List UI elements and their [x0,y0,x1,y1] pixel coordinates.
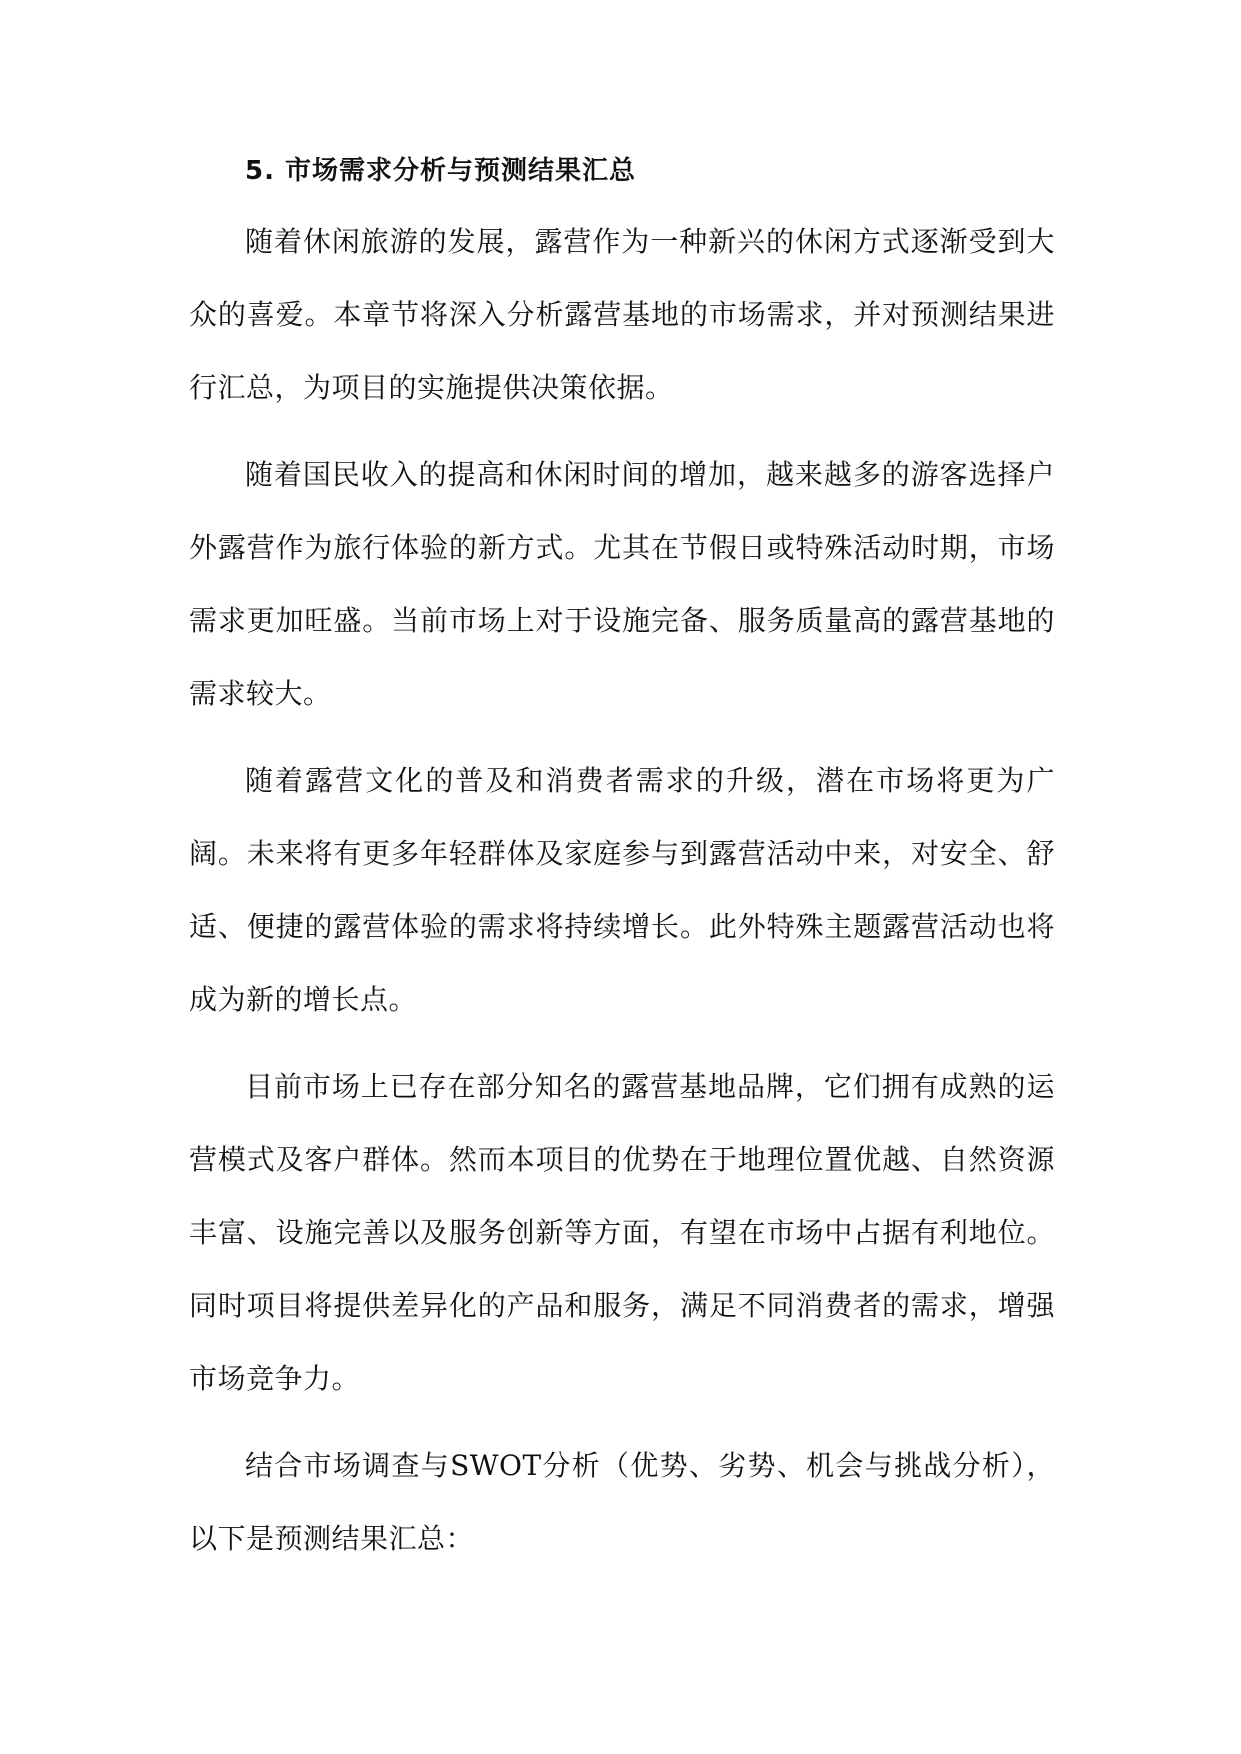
paragraph-potential-market: 随着露营文化的普及和消费者需求的升级，潜在市场将更为广阔。未来将有更多年轻群体及家庭参与到露营活动中来，对安全、舒适、便捷的露营体验的需求将持续增长。此外特殊主题露营活动也将成为新的增长点。 [189,764,1055,1016]
paragraph-swot-summary: 结合市场调查与SWOT分析（优势、劣势、机会与挑战分析），以下是预测结果汇总： [189,1449,1055,1555]
paragraph-market-demand: 随着国民收入的提高和休闲时间的增加，越来越多的游客选择户外露营作为旅行体验的新方式。尤其在节假日或特殊活动时期，市场需求更加旺盛。当前市场上对于设施完备、服务质量高的露营基地的需求较大。 [189,458,1055,710]
section-heading: 5. 市场需求分析与预测结果汇总 [245,156,637,186]
paragraph-competition: 目前市场上已存在部分知名的露营基地品牌，它们拥有成熟的运营模式及客户群体。然而本项目的优势在于地理位置优越、自然资源丰富、设施完善以及服务创新等方面，有望在市场中占据有利地位。同时项目将提供差异化的产品和服务，满足不同消费者的需求，增强市场竞争力。 [189,1070,1055,1395]
paragraph-intro: 随着休闲旅游的发展，露营作为一种新兴的休闲方式逐渐受到大众的喜爱。本章节将深入分析露营基地的市场需求，并对预测结果进行汇总，为项目的实施提供决策依据。 [189,225,1055,404]
document-body [189,145,1055,1575]
